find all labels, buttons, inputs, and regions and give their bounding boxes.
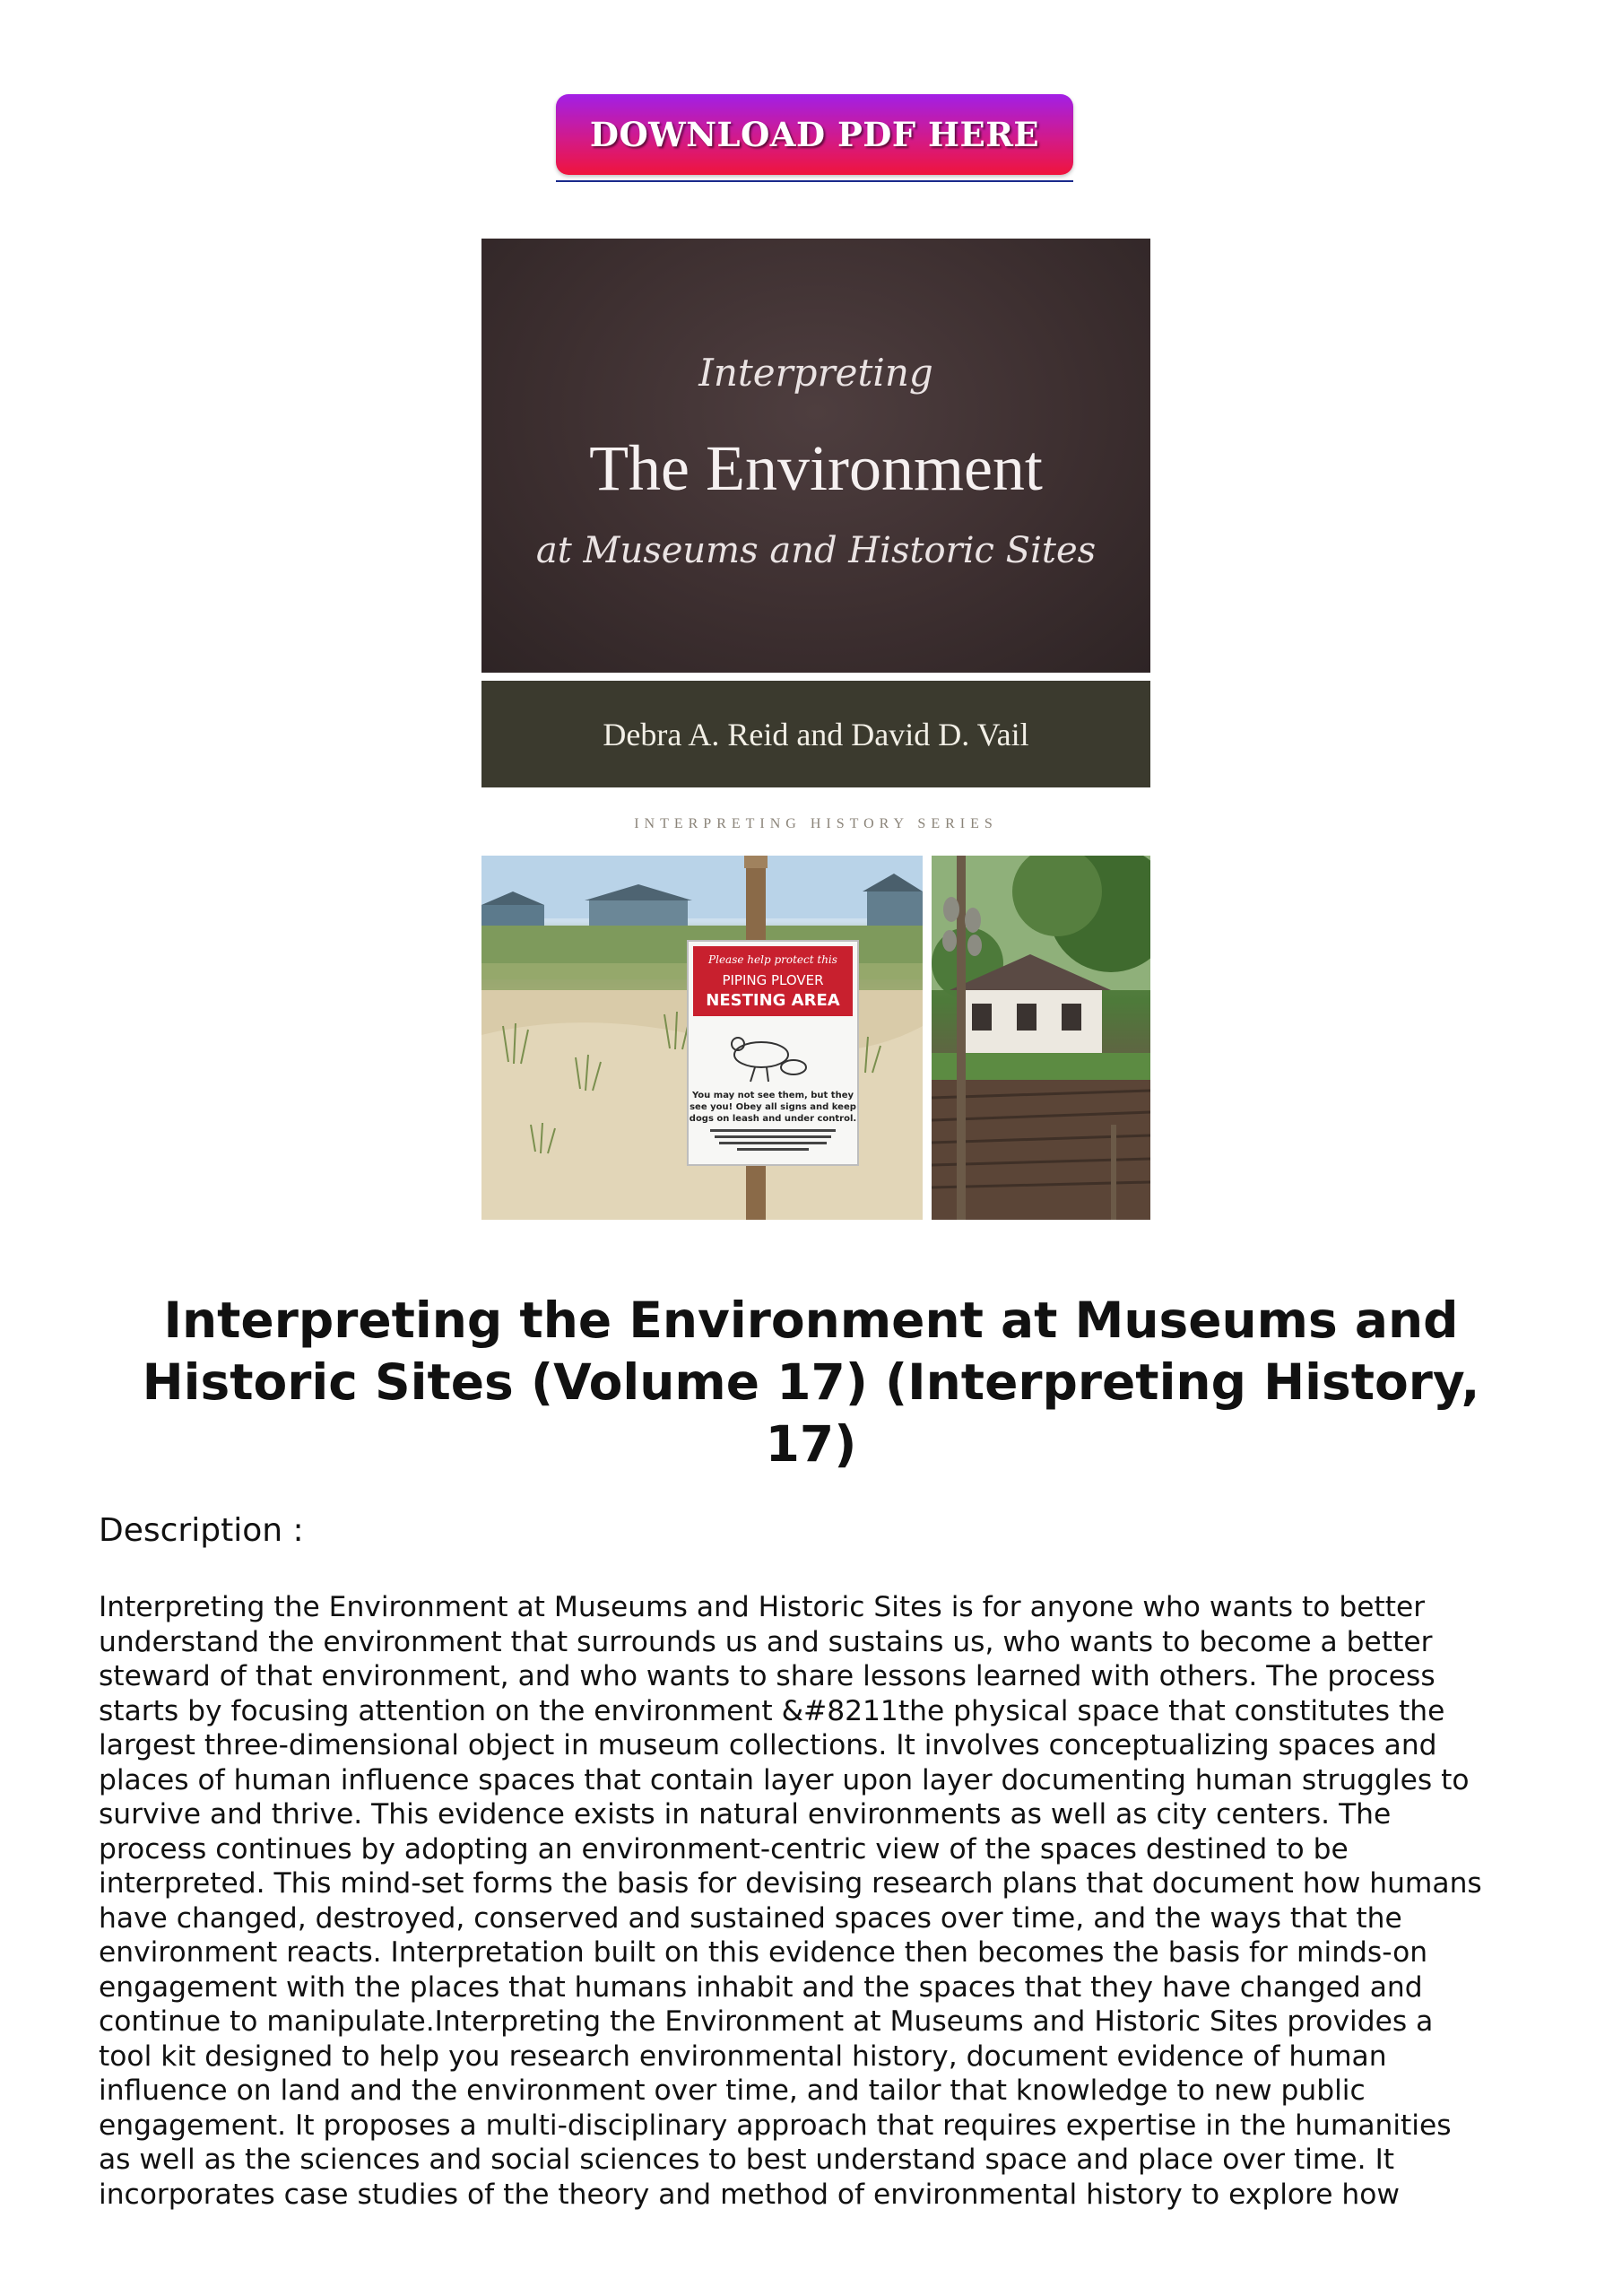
cover-authors: Debra A. Reid and David D. Vail bbox=[603, 716, 1029, 752]
house-photo-illustration bbox=[932, 856, 1150, 1220]
book-title-line: Historic Sites (Volume 17) (Interpreting History, bbox=[142, 1353, 1480, 1411]
description-line: steward of that environment, and who wants to share lessons learned with others. The process bbox=[99, 1660, 1436, 1692]
dune-photo-illustration bbox=[481, 856, 923, 1220]
svg-text:see you! Obey all signs and ke: see you! Obey all signs and keep bbox=[690, 1102, 856, 1112]
download-pdf-label: DOWNLOAD PDF HERE bbox=[589, 115, 1040, 154]
description-line: continue to manipulate.Interpreting the Environment at Museums and Historic Sites provides a bbox=[99, 2005, 1434, 2038]
description-line: influence on land and the environment over time, and tailor that knowledge to new public bbox=[99, 2074, 1366, 2107]
svg-text:PIPING PLOVER: PIPING PLOVER bbox=[722, 972, 824, 988]
description-line: engagement. It proposes a multi-disciplinary approach that requires expertise in the humanities bbox=[99, 2109, 1452, 2142]
cover-kicker: Interpreting bbox=[698, 351, 933, 395]
cover-title: The Environment bbox=[589, 432, 1043, 504]
description-line: starts by focusing attention on the environment &#8211the physical space that constitutes the bbox=[99, 1694, 1445, 1727]
description-line: have changed, destroyed, conserved and sustained spaces over time, and the ways that the bbox=[99, 1901, 1402, 1935]
download-pdf-button[interactable] bbox=[556, 94, 1073, 175]
description-line: tool kit designed to help you research environmental history, document evidence of human bbox=[99, 2039, 1387, 2073]
cover-title-panel bbox=[481, 239, 1150, 673]
description-line: Interpreting the Environment at Museums and Historic Sites is for anyone who wants to better bbox=[99, 1591, 1426, 1623]
book-title-line: 17) bbox=[765, 1415, 857, 1473]
description-line: as well as the sciences and social sciences to best understand space and place over time. It bbox=[99, 2144, 1395, 2176]
description-line: interpreted. This mind-set forms the basis for devising research plans that document how humans bbox=[99, 1867, 1482, 1900]
download-link-underline bbox=[556, 180, 1073, 182]
svg-text:Please help protect this: Please help protect this bbox=[708, 953, 837, 966]
description-line: engagement with the places that humans inhabit and the spaces that they have changed and bbox=[99, 1970, 1423, 2004]
description-line: incorporates case studies of the theory and method of environmental history to explore how bbox=[99, 2178, 1400, 2211]
cover-photo-house bbox=[932, 856, 1150, 1220]
description-line: survive and thrive. This evidence exists in natural environments as well as city centers. The bbox=[99, 1798, 1392, 1831]
book-title-line: Interpreting the Environment at Museums and bbox=[163, 1292, 1459, 1349]
cover-photo-dune bbox=[481, 856, 923, 1220]
cover-series: INTERPRETING HISTORY SERIES bbox=[634, 816, 998, 831]
svg-text:NESTING AREA: NESTING AREA bbox=[706, 991, 840, 1010]
description-body bbox=[99, 1590, 1551, 2212]
svg-text:You may not see them, but they: You may not see them, but they bbox=[691, 1091, 854, 1100]
description-line: places of human influence spaces that contain layer upon layer documenting human struggles to bbox=[99, 1763, 1470, 1796]
book-cover-image bbox=[481, 239, 1150, 1220]
cover-author-band bbox=[481, 681, 1150, 787]
description-line: understand the environment that surrounds us and sustains us, who wants to become a better bbox=[99, 1625, 1433, 1658]
description-line: process continues by adopting an environment-centric view of the spaces destined to be bbox=[99, 1832, 1349, 1866]
svg-text:dogs on leash and under contro: dogs on leash and under control. bbox=[689, 1114, 857, 1124]
cover-subtitle: at Museums and Historic Sites bbox=[535, 530, 1097, 571]
description-line: largest three-dimensional object in museum collections. It involves conceptualizing spaces and bbox=[99, 1729, 1437, 1761]
book-title bbox=[99, 1290, 1523, 1475]
description-line: environment reacts. Interpretation built on this evidence then becomes the basis for minds-on bbox=[99, 1936, 1428, 1969]
description-label: Description : bbox=[99, 1512, 304, 1549]
